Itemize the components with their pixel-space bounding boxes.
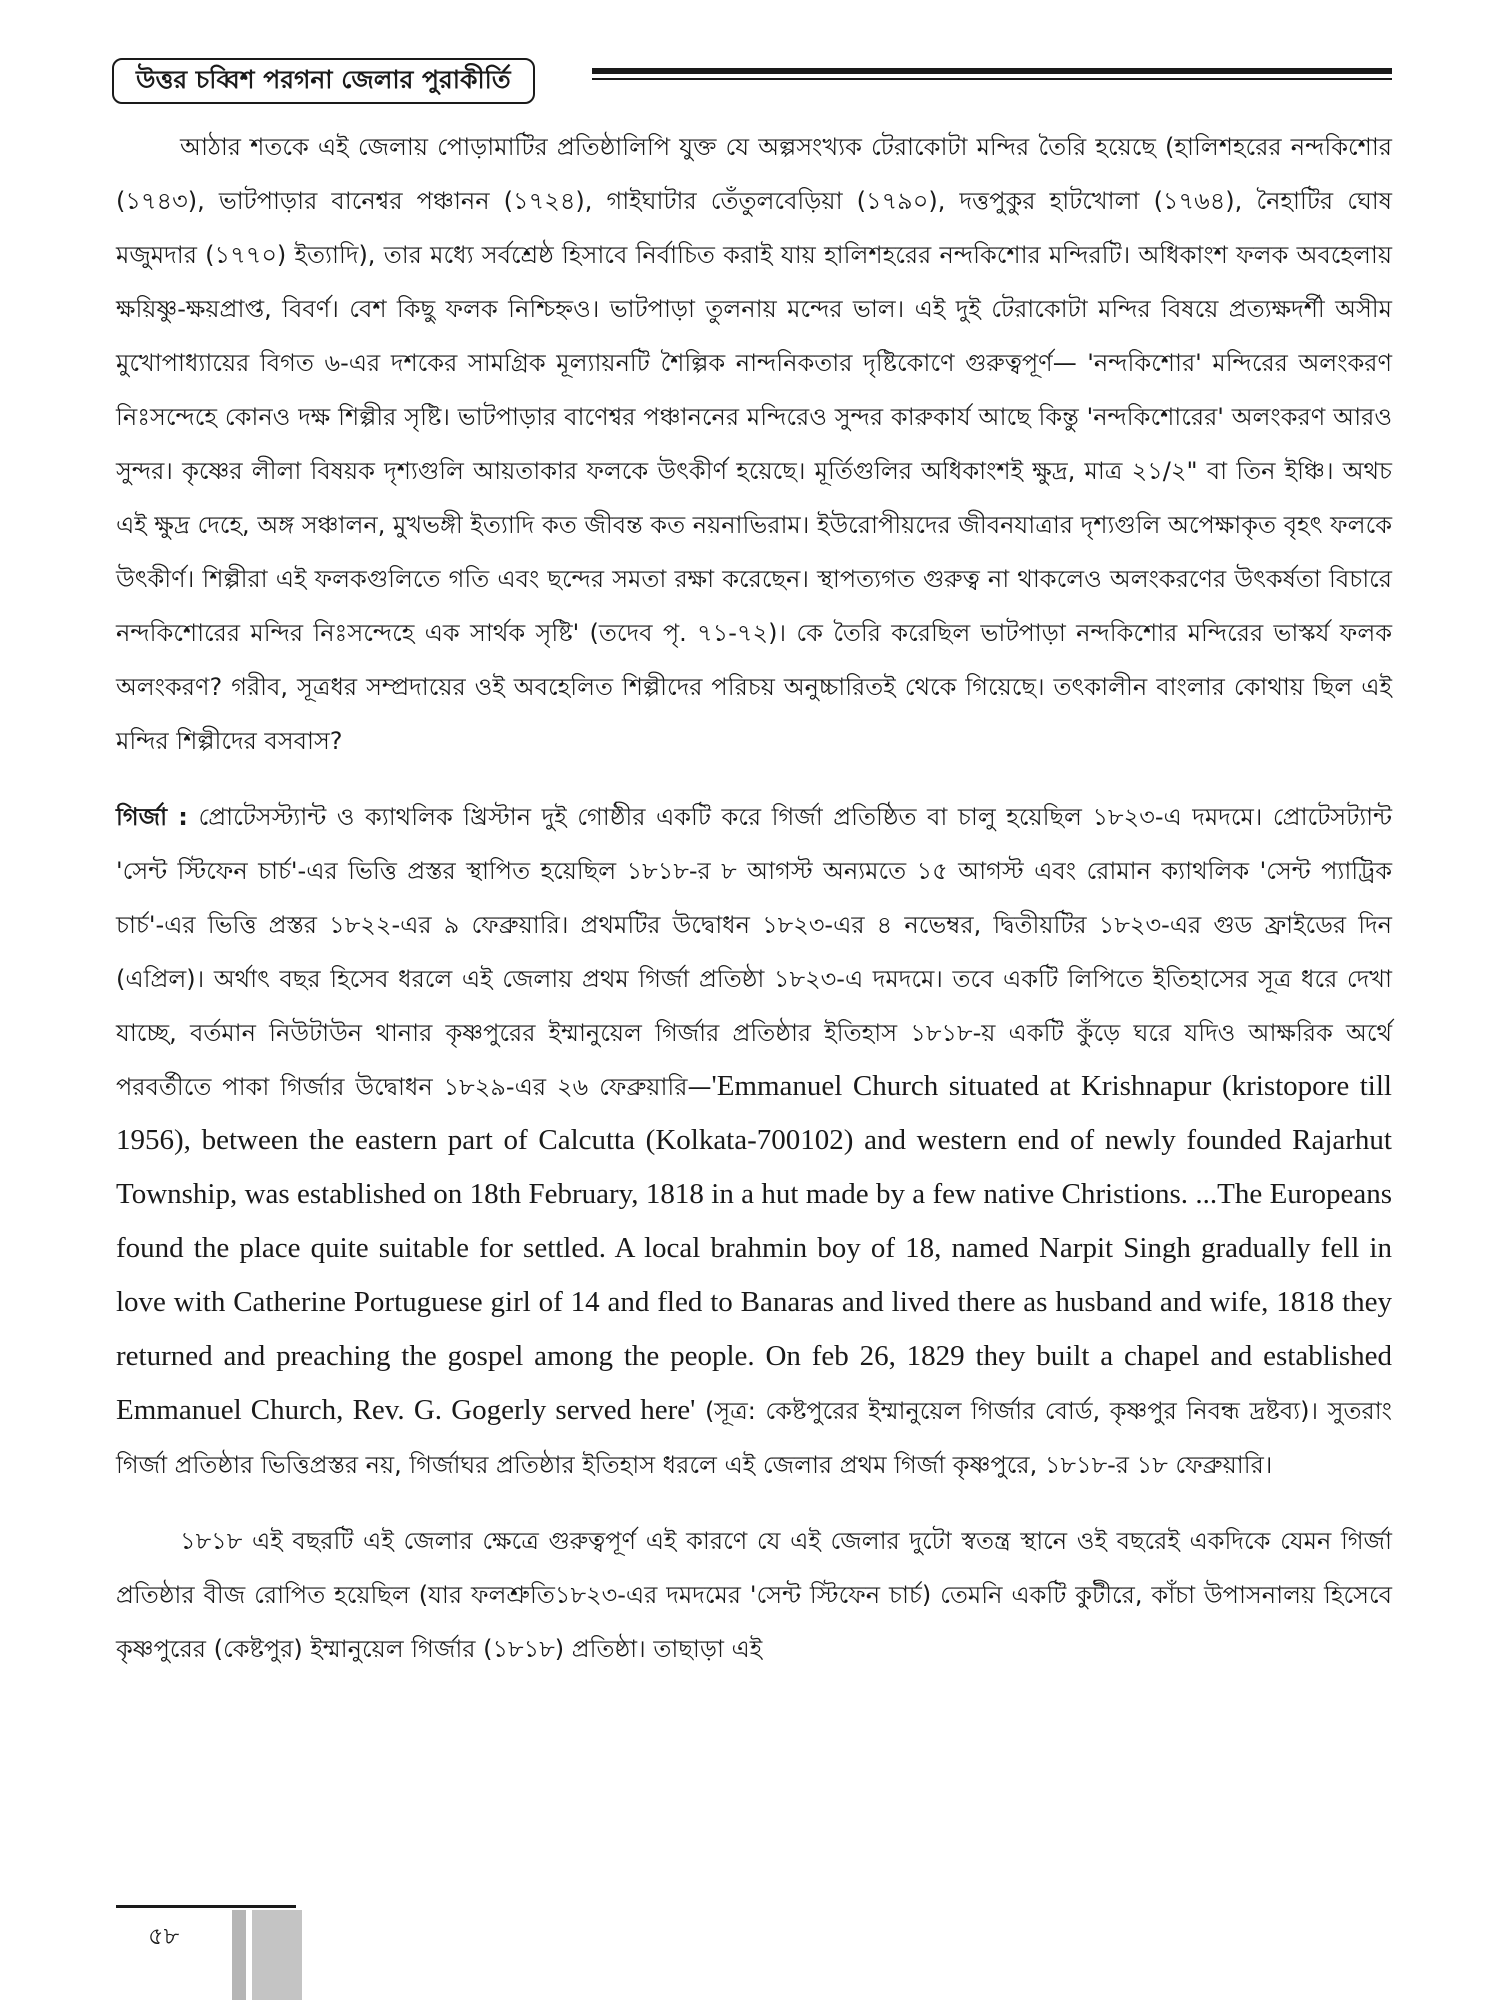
page-number: ৫৮ bbox=[148, 1922, 180, 1950]
header-rule bbox=[592, 68, 1392, 80]
paragraph-1818: ১৮১৮ এই বছরটি এই জেলার ক্ষেত্রে গুরুত্বপূর্ণ এই কারণে যে এই জেলার দুটো স্বতন্ত্র স্থানে ওই বছরেই একদিকে যেমন গির্জা প্রতিষ্ঠার বীজ রোপিত হয়েছিল (যার ফলশ্রুতি১৮২৩-এর দমদমের 'সেন্ট স্টিফেন চার্চ) তেমনি একটি কুটীরে, কাঁচা উপাসনালয় হিসেবে কৃষ্ণপুরের (কেষ্টপুর) ইম্মানুয়েল গির্জার (১৮১৮) প্রতিষ্ঠা। তাছাড়া এই bbox=[116, 1527, 1392, 1663]
page-edge-tab bbox=[232, 1910, 302, 2000]
church-text-bengali: প্রোটেসস্ট্যান্ট ও ক্যাথলিক খ্রিস্টান দুই গোষ্ঠীর একটি করে গির্জা প্রতিষ্ঠিত বা চালু হয়েছিল ১৮২৩-এ দমদমে। প্রোটেসট্যান্ট 'সেন্ট স্টিফেন চার্চ'-এর ভিত্তি প্রস্তর স্থাপিত হয়েছিল ১৮১৮-র ৮ আগস্ট অন্যমতে ১৫ আগস্ট এবং রোমান ক্যাথলিক 'সেন্ট প্যাট্রিক চার্চ'-এর ভিত্তি প্রস্তর ১৮২২-এর ৯ ফেব্রুয়ারি। প্রথমটির উদ্বোধন ১৮২৩-এর ৪ নভেম্বর, দ্বিতীয়টির ১৮২৩-এর গুড ফ্রাইডের দিন (এপ্রিল)। অর্থাৎ বছর হিসেব ধরলে এই জেলায় প্রথম গির্জা প্রতিষ্ঠা ১৮২৩-এ দমদমে। তবে একটি লিপিতে ইতিহাসের সূত্র ধরে দেখা যাচ্ছে, বর্তমান নিউটাউন থানার কৃষ্ণপুরের ইম্মানুয়েল গির্জার প্রতিষ্ঠার ইতিহাস ১৮১৮-য় একটি কুঁড়ে ঘরে যদিও আক্ষরিক অর্থে পরবর্তীতে পাকা গির্জার উদ্বোধন ১৮২৯-এর ২৬ ফেব্রুয়ারি— bbox=[116, 803, 1392, 1101]
footer-rule bbox=[116, 1905, 296, 1908]
paragraph-church bbox=[116, 790, 1392, 1492]
body-text bbox=[116, 120, 1392, 1676]
section-lead: গির্জা : bbox=[116, 803, 188, 831]
church-quote-english: 'Emmanuel Church situated at Krishnapur (kristopore till 1956), between the eastern part of Calcutta (Kolkata-700102) and western end of newly founded Rajarhut Township, was established on 18th February, 1818 in a hut made by a few native Christions. ...The Europeans found the place quite suitable for settled. A local brahmin boy of 18, named Narpit Singh gradually fell in love with Catherine Portuguese girl of 14 and fled to Banaras and lived there as husband and wife, 1818 they returned and preaching the gospel among the people. On feb 26, 1829 they built a chapel and established Emmanuel Church, Rev. G. Gogerly served here' bbox=[116, 1070, 1392, 1426]
paragraph-terracotta: আঠার শতকে এই জেলায় পোড়ামাটির প্রতিষ্ঠালিপি যুক্ত যে অল্পসংখ্যক টেরাকোটা মন্দির তৈরি হয়েছে (হালিশহরের নন্দকিশোর (১৭৪৩), ভাটপাড়ার বানেশ্বর পঞ্চানন (১৭২৪), গাইঘাটার তেঁতুলবেড়িয়া (১৭৯০), দত্তপুকুর হাটখোলা (১৭৬৪), নৈহাটির ঘোষ মজুমদার (১৭৭০) ইত্যাদি), তার মধ্যে সর্বশ্রেষ্ঠ হিসাবে নির্বাচিত করাই যায় হালিশহরের নন্দকিশোর মন্দিরটি। অধিকাংশ ফলক অবহেলায় ক্ষয়িষ্ণু-ক্ষয়প্রাপ্ত, বিবর্ণ। বেশ কিছু ফলক নিশ্চিহ্নও। ভাটপাড়া তুলনায় মন্দের ভাল। এই দুই টেরাকোটা মন্দির বিষয়ে প্রত্যক্ষদর্শী অসীম মুখোপাধ্যায়ের বিগত ৬-এর দশকের সামগ্রিক মূল্যায়নটি শৈল্পিক নান্দনিকতার দৃষ্টিকোণে গুরুত্বপূর্ণ— 'নন্দকিশোর' মন্দিরের অলংকরণ নিঃসন্দেহে কোনও দক্ষ শিল্পীর সৃষ্টি। ভাটপাড়ার বাণেশ্বর পঞ্চাননের মন্দিরেও সুন্দর কারুকার্য আছে কিন্তু 'নন্দকিশোরের' অলংকরণ আরও সুন্দর। কৃষ্ণের লীলা বিষয়ক দৃশ্যগুলি আয়তাকার ফলকে উৎকীর্ণ হয়েছে। মূর্তিগুলির অধিকাংশই ক্ষুদ্র, মাত্র ২১/২" বা তিন ইঞ্চি। অথচ এই ক্ষুদ্র দেহে, অঙ্গ সঞ্চালন, মুখভঙ্গী ইত্যাদি কত জীবন্ত কত নয়নাভিরাম। ইউরোপীয়দের জীবনযাত্রার দৃশ্যগুলি অপেক্ষাকৃত বৃহৎ ফলকে উৎকীর্ণ। শিল্পীরা এই ফলকগুলিতে গতি এবং ছন্দের সমতা রক্ষা করেছেন। স্থাপত্যগত গুরুত্ব না থাকলেও অলংকরণের উৎকর্ষতা বিচারে নন্দকিশোরের মন্দির নিঃসন্দেহে এক সার্থক সৃষ্টি' (তদেব পৃ. ৭১-৭২)। কে তৈরি করেছিল ভাটপাড়া নন্দকিশোর মন্দিরের ভাস্কর্য ফলক অলংকরণ? গরীব, সূত্রধর সম্প্রদায়ের ওই অবহেলিত শিল্পীদের পরিচয় অনুচ্চারিতই থেকে গিয়েছে। তৎকালীন বাংলার কোথায় ছিল এই মন্দির শিল্পীদের বসবাস? bbox=[116, 133, 1392, 755]
church-text-tail: (সূত্র: কেষ্টপুরের ইম্মানুয়েল গির্জার বোর্ড, কৃষ্ণপুর নিবন্ধ দ্রষ্টব্য)। সুতরাং গির্জা প্রতিষ্ঠার ভিত্তিপ্রস্তর নয়, গির্জাঘর প্রতিষ্ঠার ইতিহাস ধরলে এই জেলার প্রথম গির্জা কৃষ্ণপুরে, ১৮১৮-র ১৮ ফেব্রুয়ারি। bbox=[116, 1397, 1392, 1479]
header-title: উত্তর চব্বিশ পরগনা জেলার পুরাকীর্তি bbox=[112, 58, 535, 104]
running-header bbox=[112, 58, 1392, 106]
